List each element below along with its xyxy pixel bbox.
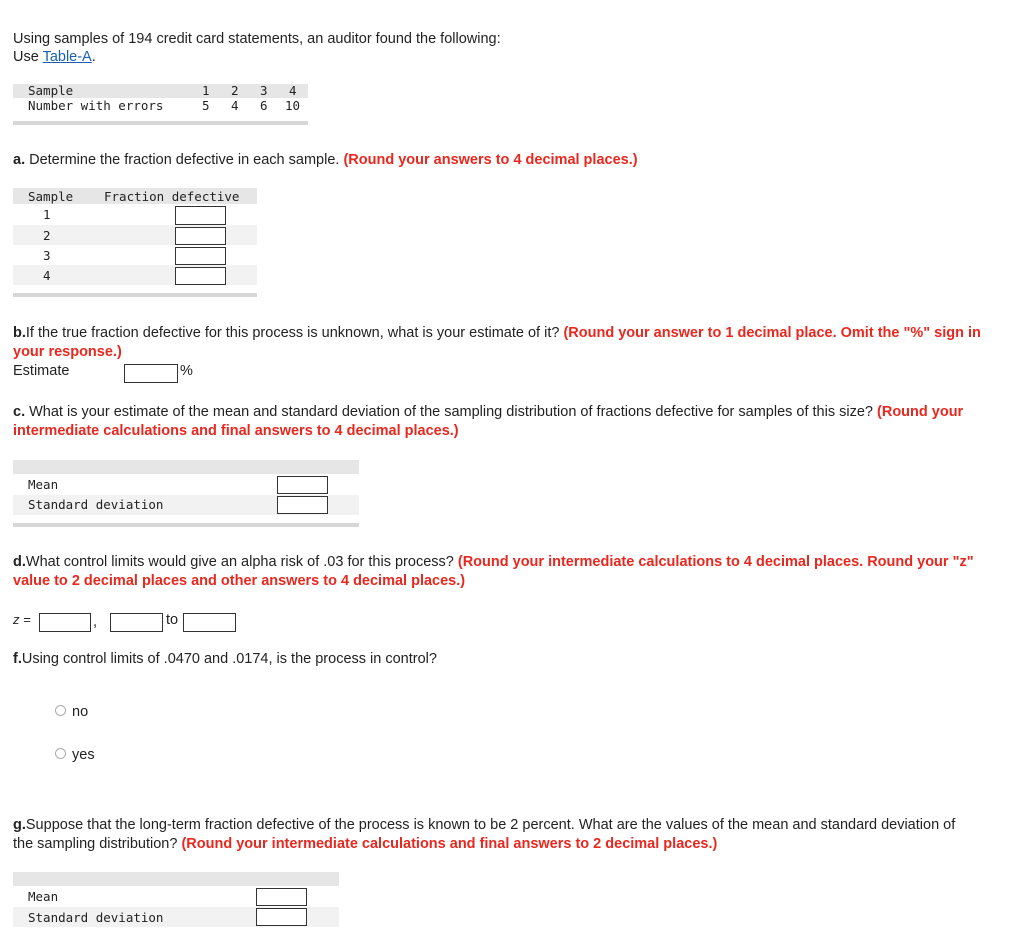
radio-no[interactable] [55,705,66,716]
part-a-question [13,152,638,168]
part-b-text: If the true fraction defective for this process is unknown, what is your estimate of it? [25,325,564,341]
radio-yes-label: yes [72,747,95,763]
part-a-text: Determine the fraction defective in each sample. [25,152,344,168]
part-g-text: Suppose that the long-term fraction defective of the process is known to be 2 percent. What are the values of the mean and standard deviation of the sampling distribution? [13,817,956,852]
part-f-label: f. [13,651,22,667]
part-c-label: c. [13,404,26,420]
part-b-question [13,324,1003,362]
data-table-bottom-bar [13,121,308,125]
c-sd-input[interactable] [277,496,328,514]
sample-number: 4 [289,83,297,98]
intro-text: Using samples of 194 credit card statements, an auditor found the following: [13,31,501,47]
upper-limit-input[interactable] [183,613,236,632]
to-label: to [166,612,179,628]
fraction-table-fraction-header: Fraction defective [104,189,240,204]
fraction-row-sample: 2 [43,228,51,243]
fraction-table-sample-header: Sample [28,189,74,204]
use-line [13,49,96,65]
mean-sd-header-band [13,460,359,474]
data-table-errors-label: Number with errors [28,98,164,113]
part-d-label: d. [13,554,26,570]
g-sd-input[interactable] [256,908,307,926]
part-f-text: Using control limits of .0470 and .0174, is the process in control? [21,651,437,667]
lower-limit-input[interactable] [110,613,163,632]
fraction-input-3[interactable] [175,247,226,265]
radio-yes[interactable] [55,748,66,759]
estimate-input[interactable] [124,364,178,383]
z-input[interactable] [39,613,91,632]
part-c-question [13,403,1013,441]
sample-number: 2 [231,83,239,98]
z-comma: , [93,614,98,630]
error-count: 5 [202,98,210,113]
radio-no-label: no [72,704,89,720]
part-c-instruction: (Round your intermediate calculations and final answers to 4 decimal places.) [13,404,964,439]
fraction-table-bottom-bar [13,293,257,297]
fraction-row-sample: 3 [43,248,51,263]
part-f-question [13,651,437,667]
g-mean-sd-header-band [13,872,339,886]
sample-number: 3 [260,83,268,98]
use-prefix: Use [13,49,43,65]
error-count: 4 [231,98,239,113]
g-sd-label: Standard deviation [28,910,164,925]
part-d-instruction: (Round your intermediate calculations to 4 decimal places. Round your "z" value to 2 decimal places and other answers to 4 decimal places.) [13,554,974,589]
g-mean-label: Mean [28,889,59,904]
c-mean-input[interactable] [277,476,328,494]
part-g-label: g. [13,817,26,833]
part-g-question [13,816,973,854]
c-sd-label: Standard deviation [28,497,164,512]
z-label: z = [13,612,31,627]
table-a-link[interactable]: Table-A [42,49,92,65]
fraction-input-4[interactable] [175,267,226,285]
part-d-question [13,553,1003,591]
fraction-row-sample: 4 [43,268,51,283]
estimate-label: Estimate [13,363,70,379]
part-g-instruction: (Round your intermediate calculations and final answers to 2 decimal places.) [181,836,718,852]
error-count: 6 [260,98,268,113]
fraction-input-2[interactable] [175,227,226,245]
fraction-row-sample: 1 [43,207,51,222]
part-a-instruction: (Round your answers to 4 decimal places.) [343,152,638,168]
percent-sign: % [180,363,193,379]
g-mean-input[interactable] [256,888,307,906]
mean-sd-bottom-bar [13,523,359,527]
part-b-instruction: (Round your answer to 1 decimal place. Omit the "%" sign in your response.) [13,325,981,360]
c-mean-label: Mean [28,477,59,492]
data-table-sample-label: Sample [28,83,74,98]
use-suffix: . [91,49,96,65]
fraction-input-1[interactable] [175,206,226,225]
sample-number: 1 [202,83,210,98]
part-b-label: b. [13,325,26,341]
part-c-text: What is your estimate of the mean and standard deviation of the sampling distribution of fractions defective for samples of this size? [25,404,878,420]
part-a-label: a. [13,152,26,168]
part-d-text: What control limits would give an alpha risk of .03 for this process? [25,554,458,570]
error-count: 10 [285,98,301,113]
